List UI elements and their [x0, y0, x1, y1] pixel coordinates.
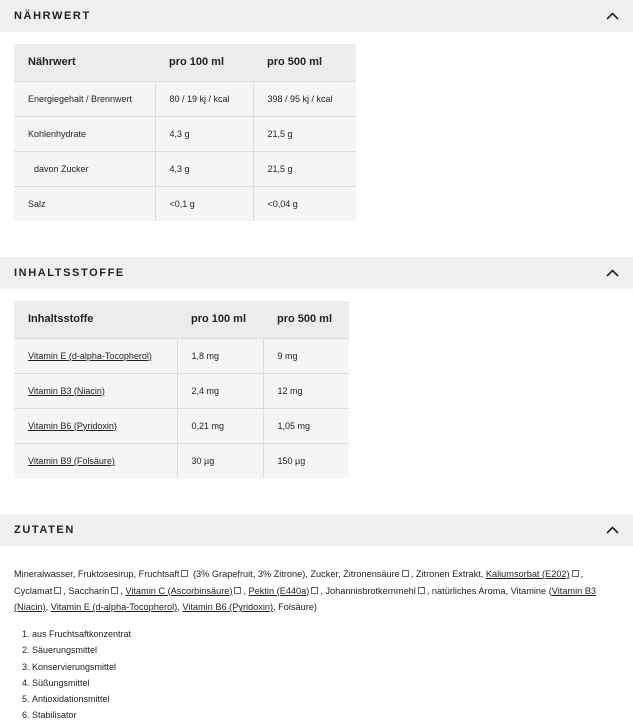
- cell-value: 2,4 mg: [177, 373, 263, 408]
- table-row: [14, 373, 349, 408]
- cell-value: 21,5 g: [253, 116, 356, 151]
- footnote-list: [14, 626, 131, 724]
- ingredient-link[interactable]: Vitamin C (Ascorbinsäure): [125, 585, 233, 596]
- footnote-item: 2. Säuerungsmittel: [32, 642, 131, 658]
- table-row: [14, 116, 356, 151]
- table-row: [14, 151, 356, 186]
- footnote-icon: [111, 587, 118, 594]
- ingredient-link[interactable]: Vitamin B9 (Folsäure): [28, 455, 115, 466]
- table-row: [14, 338, 349, 373]
- column-header: pro 100 ml: [177, 301, 263, 338]
- chevron-up-icon[interactable]: [605, 266, 619, 280]
- cell-value: 150 µg: [263, 443, 349, 478]
- section-title: NÄHRWERT: [14, 10, 91, 22]
- footnote-item: 3. Konservierungsmittel: [32, 659, 131, 675]
- cell-value: 1,8 mg: [177, 338, 263, 373]
- ingredients-fragment: , Saccharin: [63, 585, 110, 596]
- cell-value: 4,3 g: [155, 116, 253, 151]
- cell-value: 12 mg: [263, 373, 349, 408]
- ingredient-link[interactable]: Pektin (E440a): [248, 585, 310, 596]
- footnote-icon: [418, 587, 425, 594]
- section-header-zutaten[interactable]: [0, 514, 633, 546]
- table-row: [14, 186, 356, 221]
- table-header-row: [14, 301, 349, 338]
- row-label: [14, 443, 177, 478]
- cell-value: 9 mg: [263, 338, 349, 373]
- cell-value: 30 µg: [177, 443, 263, 478]
- ingredients-fragment: ,: [45, 602, 51, 612]
- ingredient-link[interactable]: Kaliumsorbat (E202): [485, 569, 570, 579]
- footnote-item: 1. aus Fruchtsaftkonzentrat: [32, 626, 131, 642]
- ingredients-fragment: , Folsäure): [273, 602, 317, 612]
- table-header-row: [14, 44, 356, 81]
- table-row: [14, 408, 349, 443]
- cell-value: 21,5 g: [253, 151, 356, 186]
- chevron-up-icon[interactable]: [605, 523, 619, 537]
- ingredient-link[interactable]: Vitamin E (d-alpha-Tocopherol): [50, 602, 178, 612]
- cell-value: 0,21 mg: [177, 408, 263, 443]
- section-title: ZUTATEN: [14, 524, 75, 536]
- row-label: [14, 373, 177, 408]
- ingredient-link[interactable]: Vitamin B3 (Niacin): [28, 385, 105, 396]
- column-header: pro 500 ml: [253, 44, 356, 81]
- column-header: pro 500 ml: [263, 301, 349, 338]
- footnote-icon: [234, 587, 241, 594]
- ingredients-fragment: (3% Grapefruit, 3% Zitrone), Zucker, Zitronensäure: [190, 569, 400, 579]
- row-label: Salz: [14, 186, 155, 221]
- ingredients-fragment: Mineralwasser, Fruktosesirup, Fruchtsaft: [14, 569, 180, 579]
- cell-value: 4,3 g: [155, 151, 253, 186]
- cell-value: <0,1 g: [155, 186, 253, 221]
- ingredient-link[interactable]: Vitamin B6 (Pyridoxin): [28, 420, 117, 431]
- ingredient-link[interactable]: Vitamin B3 (Niacin): [14, 585, 597, 612]
- inhaltsstoffe-table: [14, 301, 349, 478]
- ingredients-fragment: ,: [177, 602, 183, 612]
- ingredients-fragment: , Zitronen Extrakt,: [410, 569, 486, 579]
- column-header: Nährwert: [14, 44, 155, 81]
- table-row: [14, 443, 349, 478]
- footnote-icon: [402, 570, 409, 577]
- column-header: Inhaltsstoffe: [14, 301, 177, 338]
- ingredients-fragment: , Johannisbrotkernmehl: [320, 585, 416, 596]
- footnote-item: 6. Stabilisator: [32, 707, 131, 723]
- row-label: Energiegehalt / Brennwert: [14, 81, 155, 116]
- cell-value: 398 / 95 kj / kcal: [253, 81, 356, 116]
- ingredients-fragment: , Cyclamat: [14, 569, 584, 596]
- footnote-item: 5. Antioxidationsmittel: [32, 691, 131, 707]
- section-header-inhaltsstoffe[interactable]: [0, 257, 633, 289]
- chevron-up-icon[interactable]: [605, 9, 619, 23]
- cell-value: 1,05 mg: [263, 408, 349, 443]
- row-label: [14, 408, 177, 443]
- row-label: Kohlenhydrate: [14, 116, 155, 151]
- row-label: davon Zucker: [14, 151, 155, 186]
- ingredient-link[interactable]: Vitamin E (d-alpha-Tocopherol): [28, 350, 152, 361]
- footnote-icon: [54, 587, 61, 594]
- footnote-icon: [181, 570, 188, 577]
- table-row: [14, 81, 356, 116]
- cell-value: <0,04 g: [253, 186, 356, 221]
- ingredients-fragment: , natürliches Aroma, Vitamine (: [426, 585, 552, 596]
- column-header: pro 100 ml: [155, 44, 253, 81]
- row-label: [14, 338, 177, 373]
- footnote-item: 4. Süßungsmittel: [32, 675, 131, 691]
- section-header-naehrwert[interactable]: [0, 0, 633, 32]
- naehrwert-table: [14, 44, 356, 221]
- footnote-icon: [572, 570, 579, 577]
- ingredients-text: [14, 566, 618, 616]
- ingredient-link[interactable]: Vitamin B6 (Pyridoxin): [182, 602, 274, 612]
- footnote-icon: [311, 587, 318, 594]
- ingredients-fragment: ,: [243, 585, 249, 596]
- cell-value: 80 / 19 kj / kcal: [155, 81, 253, 116]
- section-title: INHALTSSTOFFE: [14, 267, 125, 279]
- ingredients-fragment: ,: [120, 585, 126, 596]
